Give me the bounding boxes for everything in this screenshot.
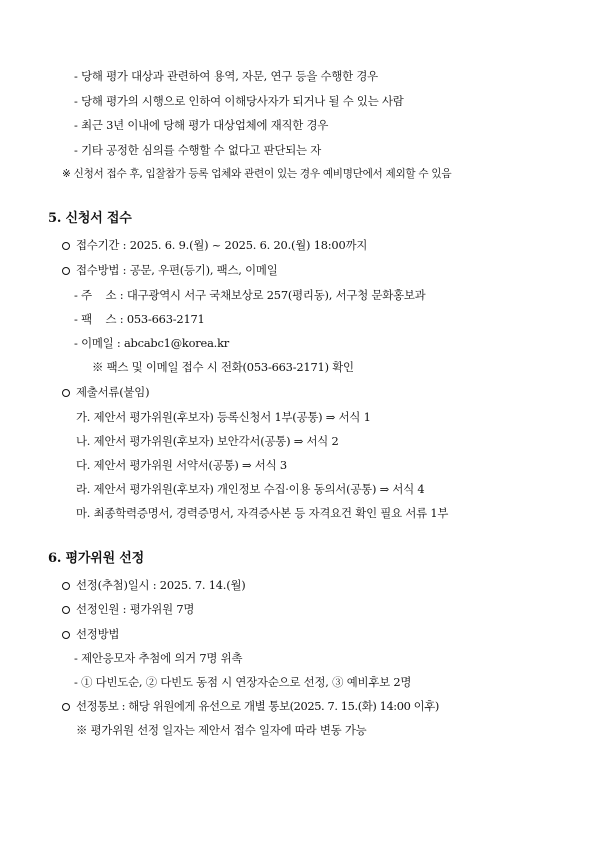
doc-item-1: 가. 제안서 평가위원(후보자) 등록신청서 1부(공통) ⇒ 서식 1 <box>76 410 371 424</box>
selection-count: 선정인원 : 평가위원 7명 <box>62 602 194 616</box>
exclusion-note: ※ 신청서 접수 후, 입찰참가 등록 업체와 관련이 있는 경우 예비명단에서 제외할 수 있음 <box>62 168 452 180</box>
selection-date: 선정(추첨)일시 : 2025. 7. 14.(월) <box>62 578 246 592</box>
selection-method-item-1: - 제안응모자 추첨에 의거 7명 위촉 <box>74 651 243 665</box>
receipt-email: - 이메일 : abcabc1@korea.kr <box>74 336 230 350</box>
exclusion-item-2: - 당해 평가의 시행으로 인하여 이해당사자가 되거나 될 수 있는 사람 <box>74 94 404 108</box>
exclusion-item-4: - 기타 공정한 심의를 수행할 수 없다고 판단되는 자 <box>74 143 322 157</box>
phone-confirm-note: ※ 팩스 및 이메일 접수 시 전화(053-663-2171) 확인 <box>92 360 354 374</box>
schedule-change-note: ※ 평가위원 선정 일자는 제안서 접수 일자에 따라 변동 가능 <box>76 723 367 737</box>
receipt-method: 접수방법 : 공문, 우편(등기), 팩스, 이메일 <box>62 263 278 277</box>
submission-docs-title: 제출서류(붙임) <box>62 385 149 399</box>
circle-bullet-icon <box>62 606 70 614</box>
selection-notice: 선정통보 : 해당 위원에게 유선으로 개별 통보(2025. 7. 15.(화) 14:00 이후) <box>62 699 439 713</box>
section-5-heading: 5. 신청서 접수 <box>48 211 132 226</box>
receipt-period: 접수기간 : 2025. 6. 9.(월) ~ 2025. 6. 20.(월) 18:00까지 <box>62 238 367 252</box>
selection-method-item-2: - ① 다빈도순, ② 다빈도 동점 시 연장자순으로 선정, ③ 예비후보 2명 <box>74 675 412 689</box>
circle-bullet-icon <box>62 389 70 397</box>
doc-item-4: 라. 제안서 평가위원(후보자) 개인정보 수집·이용 동의서(공통) ⇒ 서식 4 <box>76 482 425 496</box>
circle-bullet-icon <box>62 703 70 711</box>
circle-bullet-icon <box>62 242 70 250</box>
circle-bullet-icon <box>62 267 70 275</box>
receipt-address: - 주 소 : 대구광역시 서구 국채보상로 257(평리동), 서구청 문화홍보과 <box>74 288 426 302</box>
circle-bullet-icon <box>62 582 70 590</box>
receipt-fax: - 팩 스 : 053-663-2171 <box>74 312 205 326</box>
exclusion-item-1: - 당해 평가 대상과 관련하여 용역, 자문, 연구 등을 수행한 경우 <box>74 69 378 83</box>
doc-item-5: 마. 최종학력증명서, 경력증명서, 자격증사본 등 자격요건 확인 필요 서류 1부 <box>76 506 449 520</box>
selection-method-title: 선정방법 <box>62 627 119 641</box>
doc-item-3: 다. 제안서 평가위원 서약서(공통) ⇒ 서식 3 <box>76 458 287 472</box>
section-6-heading: 6. 평가위원 선정 <box>48 551 144 566</box>
circle-bullet-icon <box>62 631 70 639</box>
doc-item-2: 나. 제안서 평가위원(후보자) 보안각서(공통) ⇒ 서식 2 <box>76 434 339 448</box>
exclusion-item-3: - 최근 3년 이내에 당해 평가 대상업체에 재직한 경우 <box>74 118 329 132</box>
